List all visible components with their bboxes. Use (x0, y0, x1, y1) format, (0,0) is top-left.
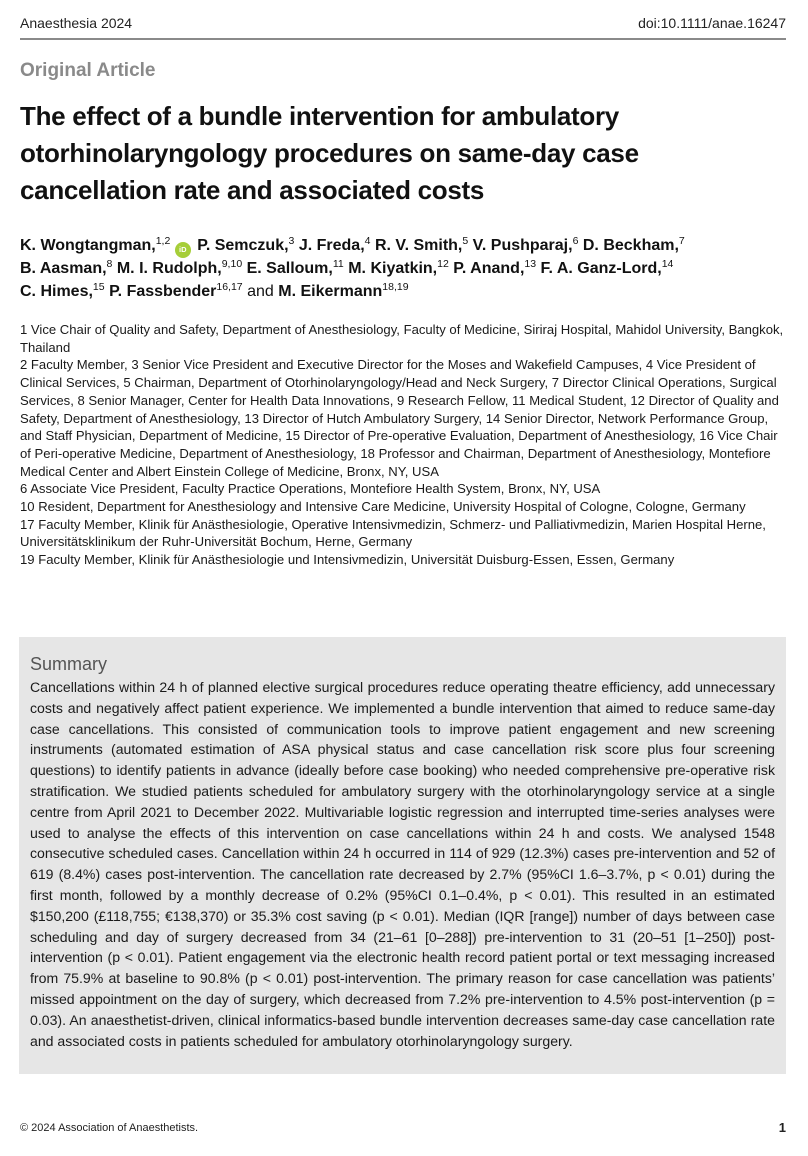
author-name: J. Freda, (298, 237, 365, 254)
orcid-icon[interactable]: iD (175, 242, 191, 258)
author[interactable] (375, 237, 468, 254)
author-name: D. Beckham, (582, 237, 679, 254)
doi-link[interactable]: doi:10.1111/anae.16247 (638, 15, 786, 31)
author-affiliation-number: 12 (437, 258, 449, 270)
author[interactable] (541, 260, 674, 277)
author-affiliation-number: 3 (288, 235, 295, 247)
author-affiliation-number: 13 (524, 258, 537, 270)
author[interactable] (20, 237, 170, 254)
author[interactable] (109, 280, 243, 300)
author-affiliation-number: 9,10 (221, 258, 243, 270)
affiliation-entry: 6 Associate Vice President, Faculty Practice Operations, Montefiore Health System, Bronx, NY, USA (20, 481, 601, 497)
journal-name: Anaesthesia 2024 (20, 15, 133, 31)
affiliation-entry: 1 Vice Chair of Quality and Safety, Department of Anesthesiology, Faculty of Medicine, Siriraj Hospital, Mahidol University, Bangkok, Thailand (20, 322, 784, 355)
author-name: E. Salloum, (246, 260, 333, 277)
author-name: P. Semczuk, (197, 237, 289, 254)
article-title: The effect of a bundle intervention for ambulatory otorhinolaryngology procedures on same-day case cancellation rate and associated costs (20, 101, 639, 205)
author-affiliation-number: 16,17 (216, 280, 243, 293)
author[interactable] (247, 260, 344, 277)
affiliation-entry: 19 Faculty Member, Klinik für Anästhesiologie und Intensivmedizin, Universität Duisburg-Essen, Essen, Germany (20, 552, 675, 568)
author-name: C. Himes, (20, 282, 93, 300)
author-name: M. Eikermann (278, 282, 383, 300)
author-affiliation-number: 6 (572, 235, 579, 247)
author-affiliation-number: 4 (364, 235, 371, 247)
author-affiliation-number: 1,2 (155, 235, 171, 247)
author-affiliation-number: 7 (678, 235, 685, 247)
author[interactable] (197, 237, 294, 254)
author[interactable] (583, 237, 685, 254)
author-name: P. Anand, (453, 260, 525, 277)
summary-box (19, 637, 786, 1074)
page-number: 1 (778, 1120, 786, 1135)
author-list (20, 235, 790, 303)
author[interactable] (278, 280, 409, 300)
author-name: R. V. Smith, (374, 237, 463, 254)
running-header (20, 12, 786, 40)
author[interactable] (20, 260, 112, 277)
author[interactable] (117, 260, 242, 277)
author-name: P. Fassbender (109, 282, 217, 300)
author[interactable] (453, 260, 536, 277)
affiliation-entry: 2 Faculty Member, 3 Senior Vice President and Executive Director for the Moses and Wakefield Campuses, 4 Vice President of Clinical Services, 5 Chairman, Department of Otorhinolaryngology/Head and Neck Surgery, 7 Director Clinical Operations, Surgical Services, 8 Senior Manager, Center for Health Data Innovations, 9 Research Fellow, 11 Medical Student, 12 Director of Quality and Safety, Department of Anesthesiology, 13 Director of Hutch Ambulatory Surgery, 14 Senior Director, Network Performance Group, and Staff Physician, Department of Medicine, 15 Director of Pre-operative Evaluation, Department of Anesthesiology, 16 Vice Chair of Peri-operative Medicine, Department of Anesthesiology, 18 Professor and Chairman, Department of Anesthesiology, Montefiore Medical Center and Albert Einstein College of Medicine, Bronx, NY, USA (20, 357, 779, 479)
author-name: K. Wongtangman, (20, 237, 156, 254)
author[interactable] (348, 260, 449, 277)
author-affiliation-number: 11 (332, 258, 344, 270)
author-name: M. Kiyatkin, (348, 260, 438, 277)
author-name: B. Aasman, (20, 260, 107, 277)
article-type-label: Original Article (20, 60, 156, 81)
author-affiliation-number: 15 (92, 280, 105, 293)
author[interactable] (20, 280, 105, 300)
author-affiliation-number: 8 (106, 258, 113, 270)
author-conjunction: and (247, 282, 274, 300)
author[interactable] (299, 237, 371, 254)
page-footer (20, 1120, 786, 1136)
summary-text: Cancellations within 24 h of planned elective surgical procedures reduce operating theatre efficiency, add unnecessary costs and negatively affect patient experience. We implemented a bundle intervention that aimed to reduce same-day case cancellations. This consisted of communication tools to improve patient engagement and new screening instruments (automated estimation of ASA physical status and case cancellation risk score plus four screening questions) to identify patients in advance (ideally before case booking) who needed comprehensive pre-operative risk stratification. We studied patients scheduled for ambulatory surgery with the otorhinolaryngology service at a single centre from April 2021 to December 2022. Multivariable logistic regression and interrupted time-series analyses were used to analyse the effects of this intervention on case cancellations within 24 h and costs. We analysed 1548 consecutive scheduled cases. Cancellation within 24 h occurred in 114 of 929 (12.3%) cases pre-intervention and 52 of 619 (8.4%) cases post-intervention. The cancellation rate decreased by 2.7% (95%CI 1.6–3.7%, p < 0.01) during the first month, followed by a monthly decrease of 0.2% (95%CI 0.1–0.4%, p < 0.01). This resulted in an estimated $150,200 (£118,755; €138,370) or 35.3% cost saving (p < 0.01). Median (IQR [range]) number of days between case scheduling and day of surgery decreased from 34 (21–61 [0–288]) pre-intervention to 31 (20–51 [1–250]) post-intervention (p < 0.01). Patient engagement via the electronic health record patient portal or text messaging increased from 75.9% at baseline to 90.8% (p < 0.01) post-intervention. The primary reason for case cancellation was patients’ missed appointment on the day of surgery, which decreased from 7.2% pre-intervention to 4.5% post-intervention (p = 0.03). An anaesthetist-driven, clinical informatics-based bundle intervention decreases same-day case cancellation rate and associated costs in patients scheduled for ambulatory otorhinolaryngology surgery. (30, 679, 775, 1049)
copyright-notice: © 2024 Association of Anaesthetists. (20, 1122, 199, 1134)
summary-heading: Summary (30, 654, 108, 674)
affiliation-entry: 10 Resident, Department for Anesthesiology and Intensive Care Medicine, University Hospital of Cologne, Cologne, Germany (20, 499, 746, 515)
author-name: V. Pushparaj, (472, 237, 573, 254)
affiliation-entry: 17 Faculty Member, Klinik für Anästhesiologie, Operative Intensivmedizin, Schmerz- und Palliativmedizin, Marien Hospital Herne, Universitätsklinikum der Ruhr-Universität Bochum, Herne, Germany (20, 516, 766, 550)
affiliations (20, 321, 790, 569)
author-affiliation-number: 5 (462, 235, 469, 247)
author-name: F. A. Ganz-Lord, (540, 260, 662, 277)
author[interactable] (473, 237, 579, 254)
author-affiliation-number: 14 (661, 258, 674, 270)
author-affiliation-number: 18,19 (382, 280, 409, 293)
author-name: M. I. Rudolph, (116, 260, 222, 277)
